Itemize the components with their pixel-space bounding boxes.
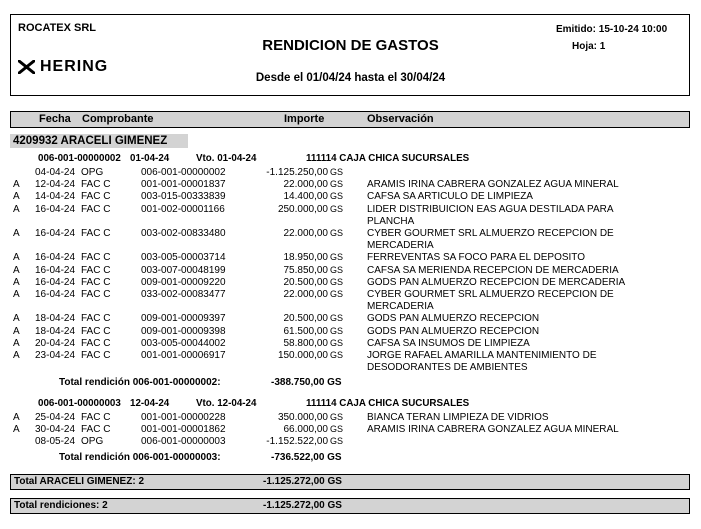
row-currency: GS (330, 424, 344, 435)
row-flag: A (13, 276, 20, 288)
column-observation: Observación (367, 113, 434, 125)
row-flag: A (13, 191, 20, 203)
row-voucher: 003-005-00044002 (141, 337, 226, 349)
row-currency: GS (330, 313, 344, 324)
row-observation-cont: DESODORANTES DE AMBIENTES (367, 362, 528, 374)
row-type: FAC C (81, 191, 111, 203)
row-voucher: 003-002-00833480 (141, 228, 226, 239)
row-observation: FERREVENTAS SA FOCO PARA EL DEPOSITO (367, 252, 586, 264)
row-currency: GS (330, 228, 344, 238)
row-observation: ARAMIS IRINA CABRERA GONZALEZ AGUA MINERAL (367, 179, 619, 191)
group-date: 12-04-24 (130, 398, 170, 409)
column-date: Fecha (39, 113, 71, 125)
row-voucher: 009-001-00009398 (141, 325, 226, 337)
person-total-value: -1.125.272,00 GS (263, 476, 342, 487)
row-currency: GS (330, 264, 344, 275)
row-voucher: 006-001-00000003 (141, 436, 226, 448)
group-due-date: Vto. 12-04-24 (196, 398, 257, 409)
row-flag: A (13, 325, 20, 337)
brand-name: HERING (40, 58, 109, 75)
row-date: 25-04-24 (35, 412, 76, 423)
row-type: FAC C (81, 412, 111, 423)
person-name: 4209932 ARACELI GIMENEZ (13, 135, 168, 147)
row-date: 08-05-24 (35, 436, 76, 448)
row-voucher: 003-015-00333839 (141, 191, 226, 203)
row-observation: CYBER GOURMET SRL ALMUERZO RECEPCION DE (367, 289, 614, 300)
row-flag: A (13, 252, 20, 264)
row-currency: GS (330, 179, 344, 190)
row-amount: 75.850,00 (283, 264, 328, 276)
row-type: FAC C (81, 325, 111, 337)
row-type: FAC C (81, 337, 111, 349)
row-amount: 66.000,00 (283, 424, 328, 436)
row-observation: GODS PAN ALMUERZO RECEPCION (367, 325, 540, 337)
row-observation-cont: MERCADERIA (367, 240, 434, 252)
row-voucher: 033-002-00083477 (141, 289, 226, 300)
row-voucher: 003-005-00003714 (141, 252, 226, 264)
column-amount: Importe (284, 113, 325, 125)
row-date: 18-04-24 (35, 313, 76, 325)
row-observation: ARAMIS IRINA CABRERA GONZALEZ AGUA MINERAL (367, 424, 619, 436)
row-date: 14-04-24 (35, 191, 76, 203)
row-observation: GODS PAN ALMUERZO RECEPCION (367, 313, 540, 325)
row-date: 20-04-24 (35, 337, 76, 349)
row-amount: 250.000,00 (277, 203, 328, 215)
row-observation: BIANCA TERAN LIMPIEZA DE VIDRIOS (367, 412, 549, 423)
row-type: FAC C (81, 228, 111, 239)
row-flag: A (13, 313, 20, 325)
row-amount: -1.152.522,00 (266, 436, 328, 448)
row-flag: A (13, 203, 20, 215)
grand-total-bar (10, 498, 690, 514)
row-currency: GS (330, 191, 344, 202)
row-date: 16-04-24 (35, 264, 76, 276)
date-range: Desde el 01/04/24 hasta el 30/04/24 (255, 72, 446, 84)
row-currency: GS (330, 436, 344, 447)
row-currency: GS (330, 289, 344, 299)
group-account: 111114 CAJA CHICA SUCURSALES (306, 153, 470, 164)
row-observation: JORGE RAFAEL AMARILLA MANTENIMIENTO DE (367, 350, 597, 361)
row-voucher: 001-001-00001837 (141, 179, 226, 191)
row-amount: 14.400,00 (283, 191, 328, 203)
row-flag: A (13, 350, 20, 361)
grand-total-value: -1.125.272,00 GS (263, 500, 342, 511)
row-date: 16-04-24 (35, 228, 76, 239)
row-currency: GS (330, 337, 344, 348)
row-voucher: 009-001-00009220 (141, 276, 226, 288)
row-amount: 18.950,00 (283, 252, 328, 264)
row-date: 16-04-24 (35, 252, 76, 264)
row-amount: -1.125.250,00 (266, 167, 328, 178)
row-date: 04-04-24 (35, 167, 76, 178)
group-due-date: Vto. 01-04-24 (196, 153, 257, 164)
row-currency: GS (330, 325, 344, 336)
row-type: FAC C (81, 179, 111, 191)
row-date: 16-04-24 (35, 203, 76, 215)
group-date: 01-04-24 (130, 153, 170, 164)
group-account: 111114 CAJA CHICA SUCURSALES (306, 398, 470, 409)
group-doc-number: 006-001-00000003 (38, 398, 121, 409)
row-type: FAC C (81, 276, 111, 288)
row-observation-cont: MERCADERIA (367, 301, 434, 313)
row-amount: 350.000,00 (277, 412, 328, 423)
row-currency: GS (330, 276, 344, 287)
row-observation: CAFSA SA ARTICULO DE LIMPIEZA (367, 191, 533, 203)
row-voucher: 003-007-00048199 (141, 264, 226, 276)
row-flag: A (13, 337, 20, 349)
row-observation: LIDER DISTRIBUICION EAS AGUA DESTILADA PARA (367, 203, 614, 215)
row-observation: CYBER GOURMET SRL ALMUERZO RECEPCION DE (367, 228, 614, 239)
row-date: 18-04-24 (35, 325, 76, 337)
column-voucher: Comprobante (82, 113, 154, 125)
row-flag: A (13, 179, 20, 191)
group-doc-number: 006-001-00000002 (38, 153, 121, 164)
row-voucher: 001-002-00001166 (141, 203, 225, 215)
row-amount: 58.800,00 (283, 337, 328, 349)
row-type: FAC C (81, 252, 111, 264)
row-type: FAC C (81, 203, 111, 215)
row-type: FAC C (81, 264, 111, 276)
row-date: 16-04-24 (35, 276, 76, 288)
group-total-value: -388.750,00 GS (271, 377, 342, 389)
row-amount: 61.500,00 (283, 325, 328, 337)
row-voucher: 001-001-00000228 (141, 412, 226, 423)
row-flag: A (13, 228, 20, 239)
row-amount: 22.000,00 (283, 179, 328, 191)
row-type: FAC C (81, 424, 111, 436)
row-date: 30-04-24 (35, 424, 76, 436)
grand-total-label: Total rendiciones: 2 (14, 500, 108, 511)
row-date: 12-04-24 (35, 179, 76, 191)
row-flag: A (13, 264, 20, 276)
row-type: FAC C (81, 350, 111, 361)
group-total-value: -736.522,00 GS (271, 451, 342, 463)
row-flag: A (13, 424, 20, 436)
row-type: FAC C (81, 289, 111, 300)
company-name: ROCATEX SRL (18, 22, 97, 34)
page-number: Hoja: 1 (572, 41, 606, 52)
row-observation: CAFSA SA MERIENDA RECEPCION DE MERCADERIA (367, 264, 619, 276)
row-currency: GS (330, 203, 344, 214)
row-observation-cont: PLANCHA (367, 215, 415, 227)
row-voucher: 001-001-00001862 (141, 424, 226, 436)
row-currency: GS (330, 167, 344, 177)
row-observation: CAFSA SA INSUMOS DE LIMPIEZA (367, 337, 530, 349)
report-title: RENDICION DE GASTOS (262, 37, 439, 54)
row-amount: 20.500,00 (283, 313, 328, 325)
row-currency: GS (330, 350, 344, 360)
row-currency: GS (330, 252, 344, 263)
person-total-label: Total ARACELI GIMENEZ: 2 (14, 476, 144, 487)
row-date: 23-04-24 (35, 350, 76, 361)
row-amount: 22.000,00 (283, 228, 328, 239)
row-flag: A (13, 289, 20, 300)
group-total-label: Total rendición 006-001-00000002: (59, 377, 221, 389)
row-type: OPG (81, 167, 104, 178)
row-observation: GODS PAN ALMUERZO RECEPCION DE MERCADERIA (367, 276, 626, 288)
row-amount: 150.000,00 (277, 350, 328, 361)
row-voucher: 006-001-00000002 (141, 167, 226, 178)
row-type: OPG (81, 436, 104, 448)
row-date: 16-04-24 (35, 289, 76, 300)
row-amount: 22.000,00 (283, 289, 328, 300)
row-amount: 20.500,00 (283, 276, 328, 288)
row-currency: GS (330, 412, 344, 422)
row-voucher: 001-001-00006917 (141, 350, 226, 361)
group-total-label: Total rendición 006-001-00000003: (59, 451, 221, 463)
row-type: FAC C (81, 313, 111, 325)
row-flag: A (13, 412, 20, 423)
row-voucher: 009-001-00009397 (141, 313, 226, 325)
issued-timestamp: Emitido: 15-10-24 10:00 (556, 24, 668, 35)
